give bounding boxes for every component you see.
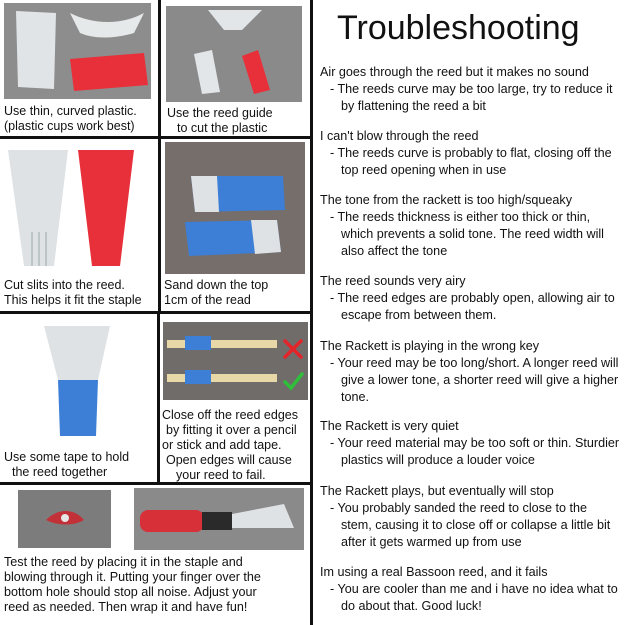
step5-photo bbox=[32, 320, 122, 440]
step3-caption: Cut slits into the reed. This helps it fit the staple bbox=[4, 278, 142, 307]
issue-solution: - The reeds thickness is either too thick or thin, which prevents a solid tone. The reed width will also affect the tone bbox=[330, 210, 604, 258]
red-x-icon bbox=[282, 338, 304, 360]
issue-solution: - The reeds curve is probably to flat, closing off the top reed opening when in use bbox=[330, 146, 612, 177]
slit-reeds-image bbox=[6, 144, 148, 272]
divider-col-r3 bbox=[157, 313, 160, 483]
sanded-reeds-image bbox=[165, 142, 305, 274]
issue-problem: Im using a real Bassoon reed, and it fails bbox=[320, 565, 548, 579]
issue-7 bbox=[320, 483, 620, 551]
issue-8 bbox=[320, 564, 620, 615]
issue-problem: Air goes through the reed but it makes no sound bbox=[320, 65, 589, 79]
issue-problem: The Rackett is playing in the wrong key bbox=[320, 339, 540, 353]
issue-4 bbox=[320, 273, 620, 324]
step6-caption: Close off the reed edges by fitting it over a pencil or stick and add tape. Open edges will cause your reed to fail. bbox=[162, 408, 298, 482]
issue-6 bbox=[320, 418, 620, 469]
issue-1 bbox=[320, 64, 620, 115]
divider-row1 bbox=[0, 136, 310, 139]
divider-col-r1 bbox=[158, 0, 161, 138]
issue-3 bbox=[320, 192, 620, 260]
step1-caption: Use thin, curved plastic. (plastic cups work best) bbox=[4, 104, 137, 133]
issue-solution: - You are cooler than me and i have no idea what to do about that. Good luck! bbox=[330, 582, 618, 613]
step2-caption: Use the reed guide to cut the plastic bbox=[167, 106, 273, 135]
issue-problem: I can't blow through the reed bbox=[320, 129, 479, 143]
divider-main bbox=[310, 0, 313, 625]
step4-photo bbox=[165, 142, 305, 274]
issue-problem: The tone from the rackett is too high/squeaky bbox=[320, 193, 573, 207]
wrapped-reed-image bbox=[134, 488, 304, 550]
divider-row2 bbox=[0, 311, 310, 314]
issue-solution: - You probably sanded the reed to close to the stem, causing it to close off or collapse a little bit after it gets warmed up from use bbox=[330, 501, 611, 549]
issue-solution: - The reeds curve may be too large, try to reduce it by flattening the reed a bit bbox=[330, 82, 613, 113]
issue-problem: The Rackett is very quiet bbox=[320, 419, 459, 433]
step7-caption: Test the reed by placing it in the staple and blowing through it. Putting your finger over the bottom hole should stop all noise. Adjust your reed as needed. Then wrap it and have fun! bbox=[4, 555, 261, 614]
issue-solution: - The reed edges are probably open, allowing air to escape from between them. bbox=[330, 291, 615, 322]
page-title: Troubleshooting bbox=[337, 9, 580, 47]
green-check-icon bbox=[282, 370, 304, 392]
issue-solution: - Your reed material may be too soft or thin. Sturdier plastics will produce a louder voice bbox=[330, 436, 620, 467]
step7-photo-staple bbox=[18, 490, 111, 548]
issue-5 bbox=[320, 338, 620, 406]
step5-caption: Use some tape to hold the reed together bbox=[4, 450, 130, 479]
issue-problem: The reed sounds very airy bbox=[320, 274, 466, 288]
step2-photo bbox=[166, 6, 302, 102]
step7-photo-wrapped bbox=[134, 488, 304, 550]
step4-caption: Sand down the top 1cm of the read bbox=[164, 278, 269, 307]
issue-solution: - Your reed may be too long/short. A longer reed will give a lower tone, a shorter reed will give a higher tone. bbox=[330, 356, 619, 404]
step3-photo bbox=[6, 144, 148, 272]
taped-reed-image bbox=[32, 320, 122, 440]
issue-2 bbox=[320, 128, 620, 179]
staple-image bbox=[18, 490, 111, 548]
reed-guide-image bbox=[166, 6, 302, 102]
step1-photo bbox=[4, 3, 151, 99]
issue-problem: The Rackett plays, but eventually will stop bbox=[320, 484, 554, 498]
plastic-pieces-image bbox=[4, 3, 151, 99]
